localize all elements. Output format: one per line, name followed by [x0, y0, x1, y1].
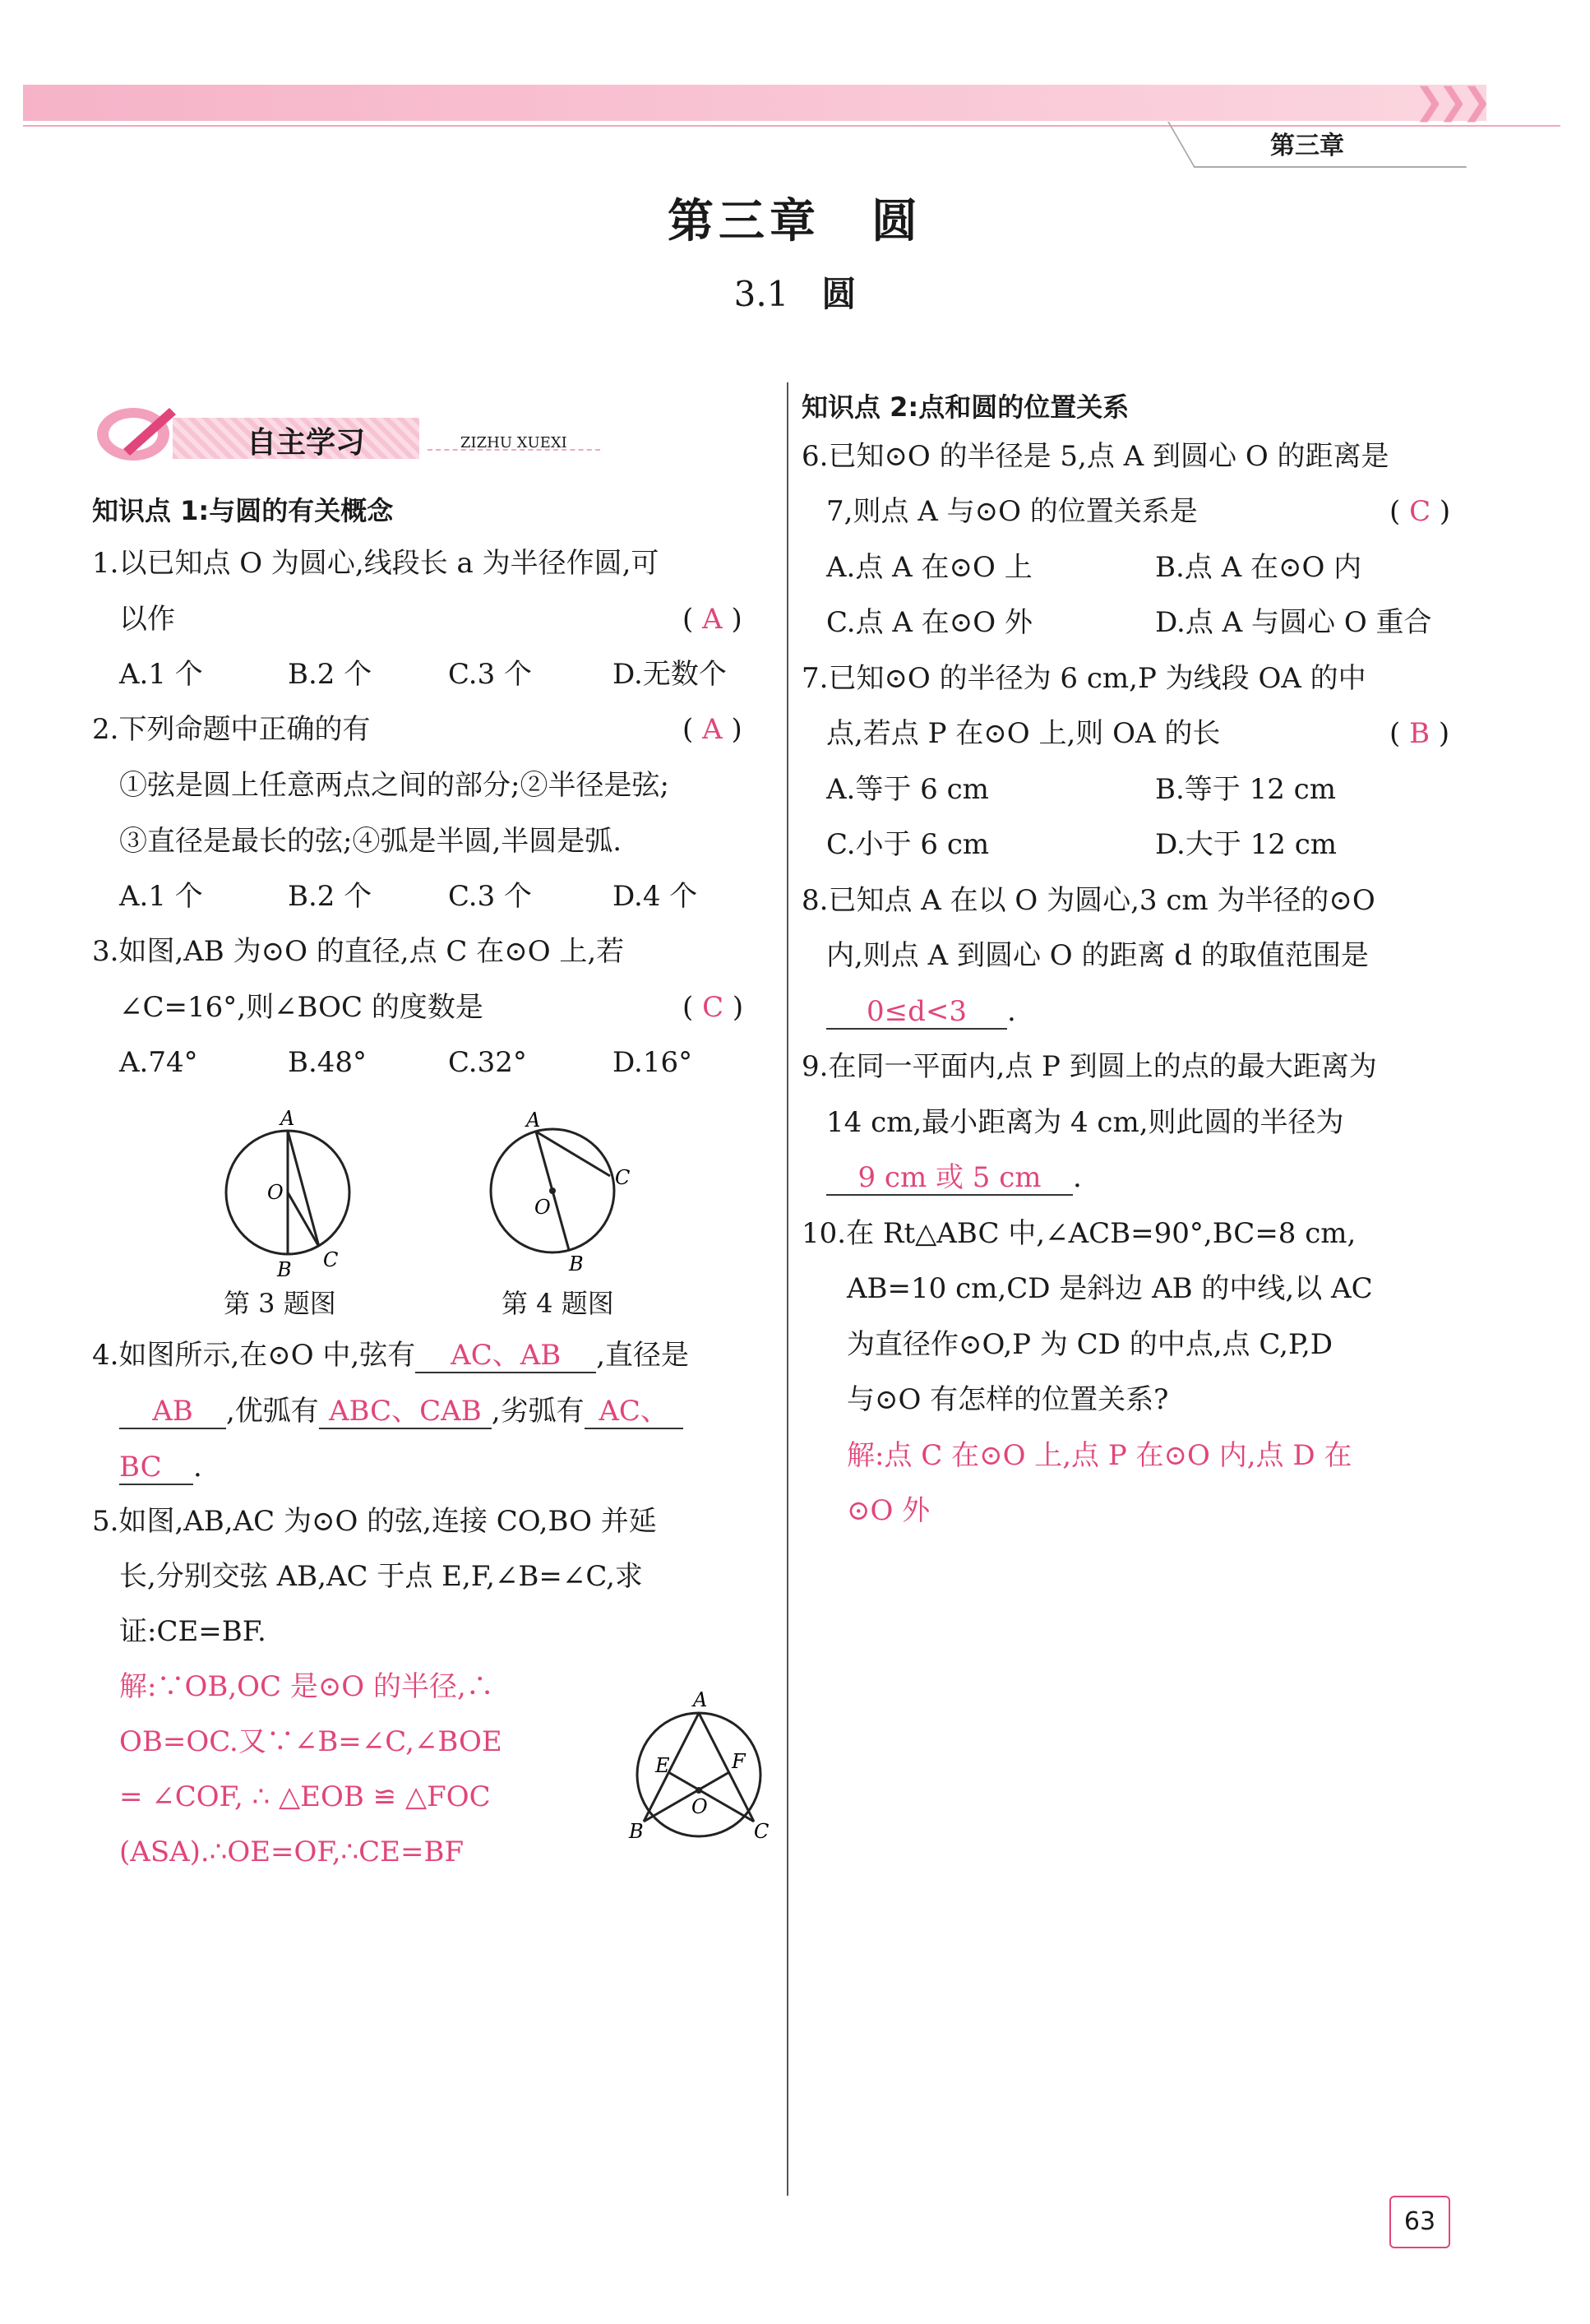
q10-stem-4: 与⊙O 有怎样的位置关系? — [847, 1383, 1169, 1416]
q6-option-d: D.点 A 与圆心 O 重合 — [1155, 606, 1432, 639]
q4-text-2: ,直径是 — [596, 1339, 690, 1372]
q1-answer-bracket: ( A ) — [682, 603, 742, 636]
q3-option-d: D.16° — [612, 1046, 693, 1079]
q7-option-b: B.等于 12 cm — [1155, 773, 1336, 806]
q10-solution-2: ⊙O 外 — [847, 1494, 931, 1527]
figure-4-caption: 第 4 题图 — [501, 1288, 614, 1319]
q3-stem-cont: ∠C=16°,则∠BOC 的度数是 — [119, 991, 483, 1024]
fig4-label-a: A — [526, 1109, 541, 1132]
q4-line-3 — [119, 1451, 202, 1485]
q7-answer: B — [1409, 717, 1431, 750]
fig3-label-c: C — [323, 1248, 339, 1271]
q3-option-a: A.74° — [119, 1046, 198, 1079]
q4-text-1: 4.如图所示,在⊙O 中,弦有 — [92, 1339, 416, 1372]
q2-option-b: B.2 个 — [288, 880, 372, 913]
q8-answer: 0≤d<3 — [826, 995, 1007, 1030]
knowledge-point-2: 知识点 2:点和圆的位置关系 — [802, 391, 1130, 423]
q9-end: . — [1073, 1161, 1082, 1194]
q6-option-c: C.点 A 在⊙O 外 — [826, 606, 1033, 639]
q10-stem-1: 10.在 Rt△ABC 中,∠ACB=90°,BC=8 cm, — [802, 1217, 1357, 1250]
q3-stem: 3.如图,AB 为⊙O 的直径,点 C 在⊙O 上,若 — [92, 935, 625, 968]
fig3-label-o: O — [267, 1181, 284, 1204]
q1-stem: 1.以已知点 O 为圆心,线段长 a 为半径作圆,可 — [92, 547, 659, 580]
q2-statement-2: ③直径是最长的弦;④弧是半圆,半圆是弧. — [119, 825, 622, 858]
self-study-label: 自主学习 — [247, 426, 366, 460]
fig5-label-f: F — [732, 1750, 746, 1773]
q4-text-5: . — [193, 1451, 202, 1484]
q6-answer-bracket: ( C ) — [1389, 495, 1451, 528]
q3-option-c: C.32° — [448, 1046, 527, 1079]
q3-answer-bracket: ( C ) — [682, 991, 744, 1024]
dashed-rule — [428, 449, 600, 451]
q5-solution-4: (ASA).∴OE=OF,∴CE=BF — [119, 1836, 465, 1868]
q9-answer: 9 cm 或 5 cm — [826, 1161, 1073, 1196]
q7-option-c: C.小于 6 cm — [826, 828, 990, 861]
q7-stem-2: 点,若点 P 在⊙O 上,则 OA 的长 — [826, 717, 1221, 750]
column-divider — [787, 382, 788, 2196]
chapter-tab: 第三章 — [1270, 132, 1344, 160]
section-name: 圆 — [821, 274, 857, 314]
q6-stem-2: 7,则点 A 与⊙O 的位置关系是 — [826, 495, 1198, 528]
q7-stem-1: 7.已知⊙O 的半径为 6 cm,P 为线段 OA 的中 — [802, 662, 1366, 695]
q4-line-2 — [119, 1395, 683, 1429]
q1-option-c: C.3 个 — [448, 658, 533, 691]
fig4-label-o: O — [534, 1196, 551, 1219]
q4-answer-minor-arc-1: AC、 — [585, 1395, 683, 1429]
q2-option-a: A.1 个 — [119, 880, 203, 913]
fig4-label-c: C — [615, 1166, 631, 1189]
fig3-label-b: B — [277, 1258, 292, 1281]
page-number: 63 — [1389, 2196, 1450, 2248]
q5-solution-2: OB=OC.又∵∠B=∠C,∠BOE — [119, 1725, 502, 1758]
q4-answer-diameter: AB — [119, 1395, 226, 1429]
q7-answer-bracket: ( B ) — [1389, 717, 1450, 750]
fig3-label-a: A — [280, 1107, 295, 1130]
figure-3 — [210, 1102, 366, 1283]
q8-answer-line — [826, 995, 1016, 1030]
q2-answer-bracket: ( A ) — [682, 713, 742, 746]
q1-option-b: B.2 个 — [288, 658, 372, 691]
pencil-icon — [90, 401, 181, 467]
q10-stem-2: AB=10 cm,CD 是斜边 AB 的中线,以 AC — [847, 1272, 1373, 1305]
q6-option-b: B.点 A 在⊙O 内 — [1155, 551, 1362, 584]
q9-stem-1: 9.在同一平面内,点 P 到圆上的点的最大距离为 — [802, 1050, 1377, 1083]
q8-end: . — [1007, 995, 1016, 1028]
q4-text-3: ,优弧有 — [226, 1395, 319, 1428]
q8-stem-1: 8.已知点 A 在以 O 为圆心,3 cm 为半径的⊙O — [802, 884, 1375, 917]
figure-5 — [621, 1674, 777, 1854]
q3-answer: C — [702, 991, 724, 1024]
q2-stem: 2.下列命题中正确的有 — [92, 713, 371, 746]
q10-solution-1: 解:点 C 在⊙O 上,点 P 在⊙O 内,点 D 在 — [847, 1439, 1352, 1472]
figure-3-caption: 第 3 题图 — [224, 1288, 336, 1319]
q2-option-c: C.3 个 — [448, 880, 533, 913]
q5-stem-2: 长,分别交弦 AB,AC 于点 E,F,∠B=∠C,求 — [119, 1560, 643, 1593]
fig5-label-c: C — [754, 1820, 770, 1843]
figure-4 — [477, 1102, 649, 1283]
knowledge-point-1: 知识点 1:与圆的有关概念 — [92, 495, 394, 526]
q6-option-a: A.点 A 在⊙O 上 — [826, 551, 1033, 584]
q5-solution-1: 解:∵OB,OC 是⊙O 的半径,∴ — [119, 1670, 494, 1703]
section-number: 3.1 — [733, 274, 789, 314]
q2-answer: A — [702, 713, 723, 746]
q4-line-1 — [92, 1339, 689, 1373]
q2-option-d: D.4 个 — [612, 880, 698, 913]
fig5-label-a: A — [693, 1688, 708, 1711]
q5-solution-3: = ∠COF, ∴ △EOB ≌ △FOC — [119, 1780, 491, 1813]
q9-answer-line — [826, 1161, 1082, 1196]
fig5-label-b: B — [629, 1820, 644, 1843]
q5-stem-1: 5.如图,AB,AC 为⊙O 的弦,连接 CO,BO 并延 — [92, 1505, 657, 1538]
q10-stem-3: 为直径作⊙O,P 为 CD 的中点,点 C,P,D — [847, 1328, 1333, 1361]
q4-answer-minor-arc-2: BC — [119, 1451, 193, 1485]
header-banner — [23, 85, 1486, 121]
q1-answer: A — [702, 603, 723, 636]
q6-stem-1: 6.已知⊙O 的半径是 5,点 A 到圆心 O 的距离是 — [802, 440, 1389, 473]
q2-statement-1: ①弦是圆上任意两点之间的部分;②半径是弦; — [119, 769, 669, 802]
q7-option-a: A.等于 6 cm — [826, 773, 989, 806]
q4-answer-chords: AC、AB — [415, 1339, 596, 1373]
q6-answer: C — [1409, 495, 1431, 528]
q4-answer-major-arcs: ABC、CAB — [319, 1395, 492, 1429]
q8-stem-2: 内,则点 A 到圆心 O 的距离 d 的取值范围是 — [826, 939, 1369, 972]
q9-stem-2: 14 cm,最小距离为 4 cm,则此圆的半径为 — [826, 1106, 1344, 1139]
fig5-label-e: E — [655, 1754, 670, 1777]
q1-option-d: D.无数个 — [612, 658, 727, 691]
q3-option-b: B.48° — [288, 1046, 367, 1079]
q7-option-d: D.大于 12 cm — [1155, 828, 1338, 861]
chapter-title: 第三章 圆 — [668, 194, 922, 248]
self-study-pinyin: ZIZHU XUEXI — [460, 434, 567, 451]
q1-stem-cont: 以作 — [119, 603, 175, 636]
section-title — [0, 267, 1590, 317]
q4-text-4: ,劣弧有 — [491, 1395, 585, 1428]
chevron-right-icon: ❯❯❯ — [1414, 81, 1486, 123]
q1-option-a: A.1 个 — [119, 658, 203, 691]
fig5-label-o: O — [691, 1795, 708, 1818]
fig4-label-b: B — [569, 1252, 584, 1275]
q5-stem-3: 证:CE=BF. — [119, 1615, 266, 1648]
